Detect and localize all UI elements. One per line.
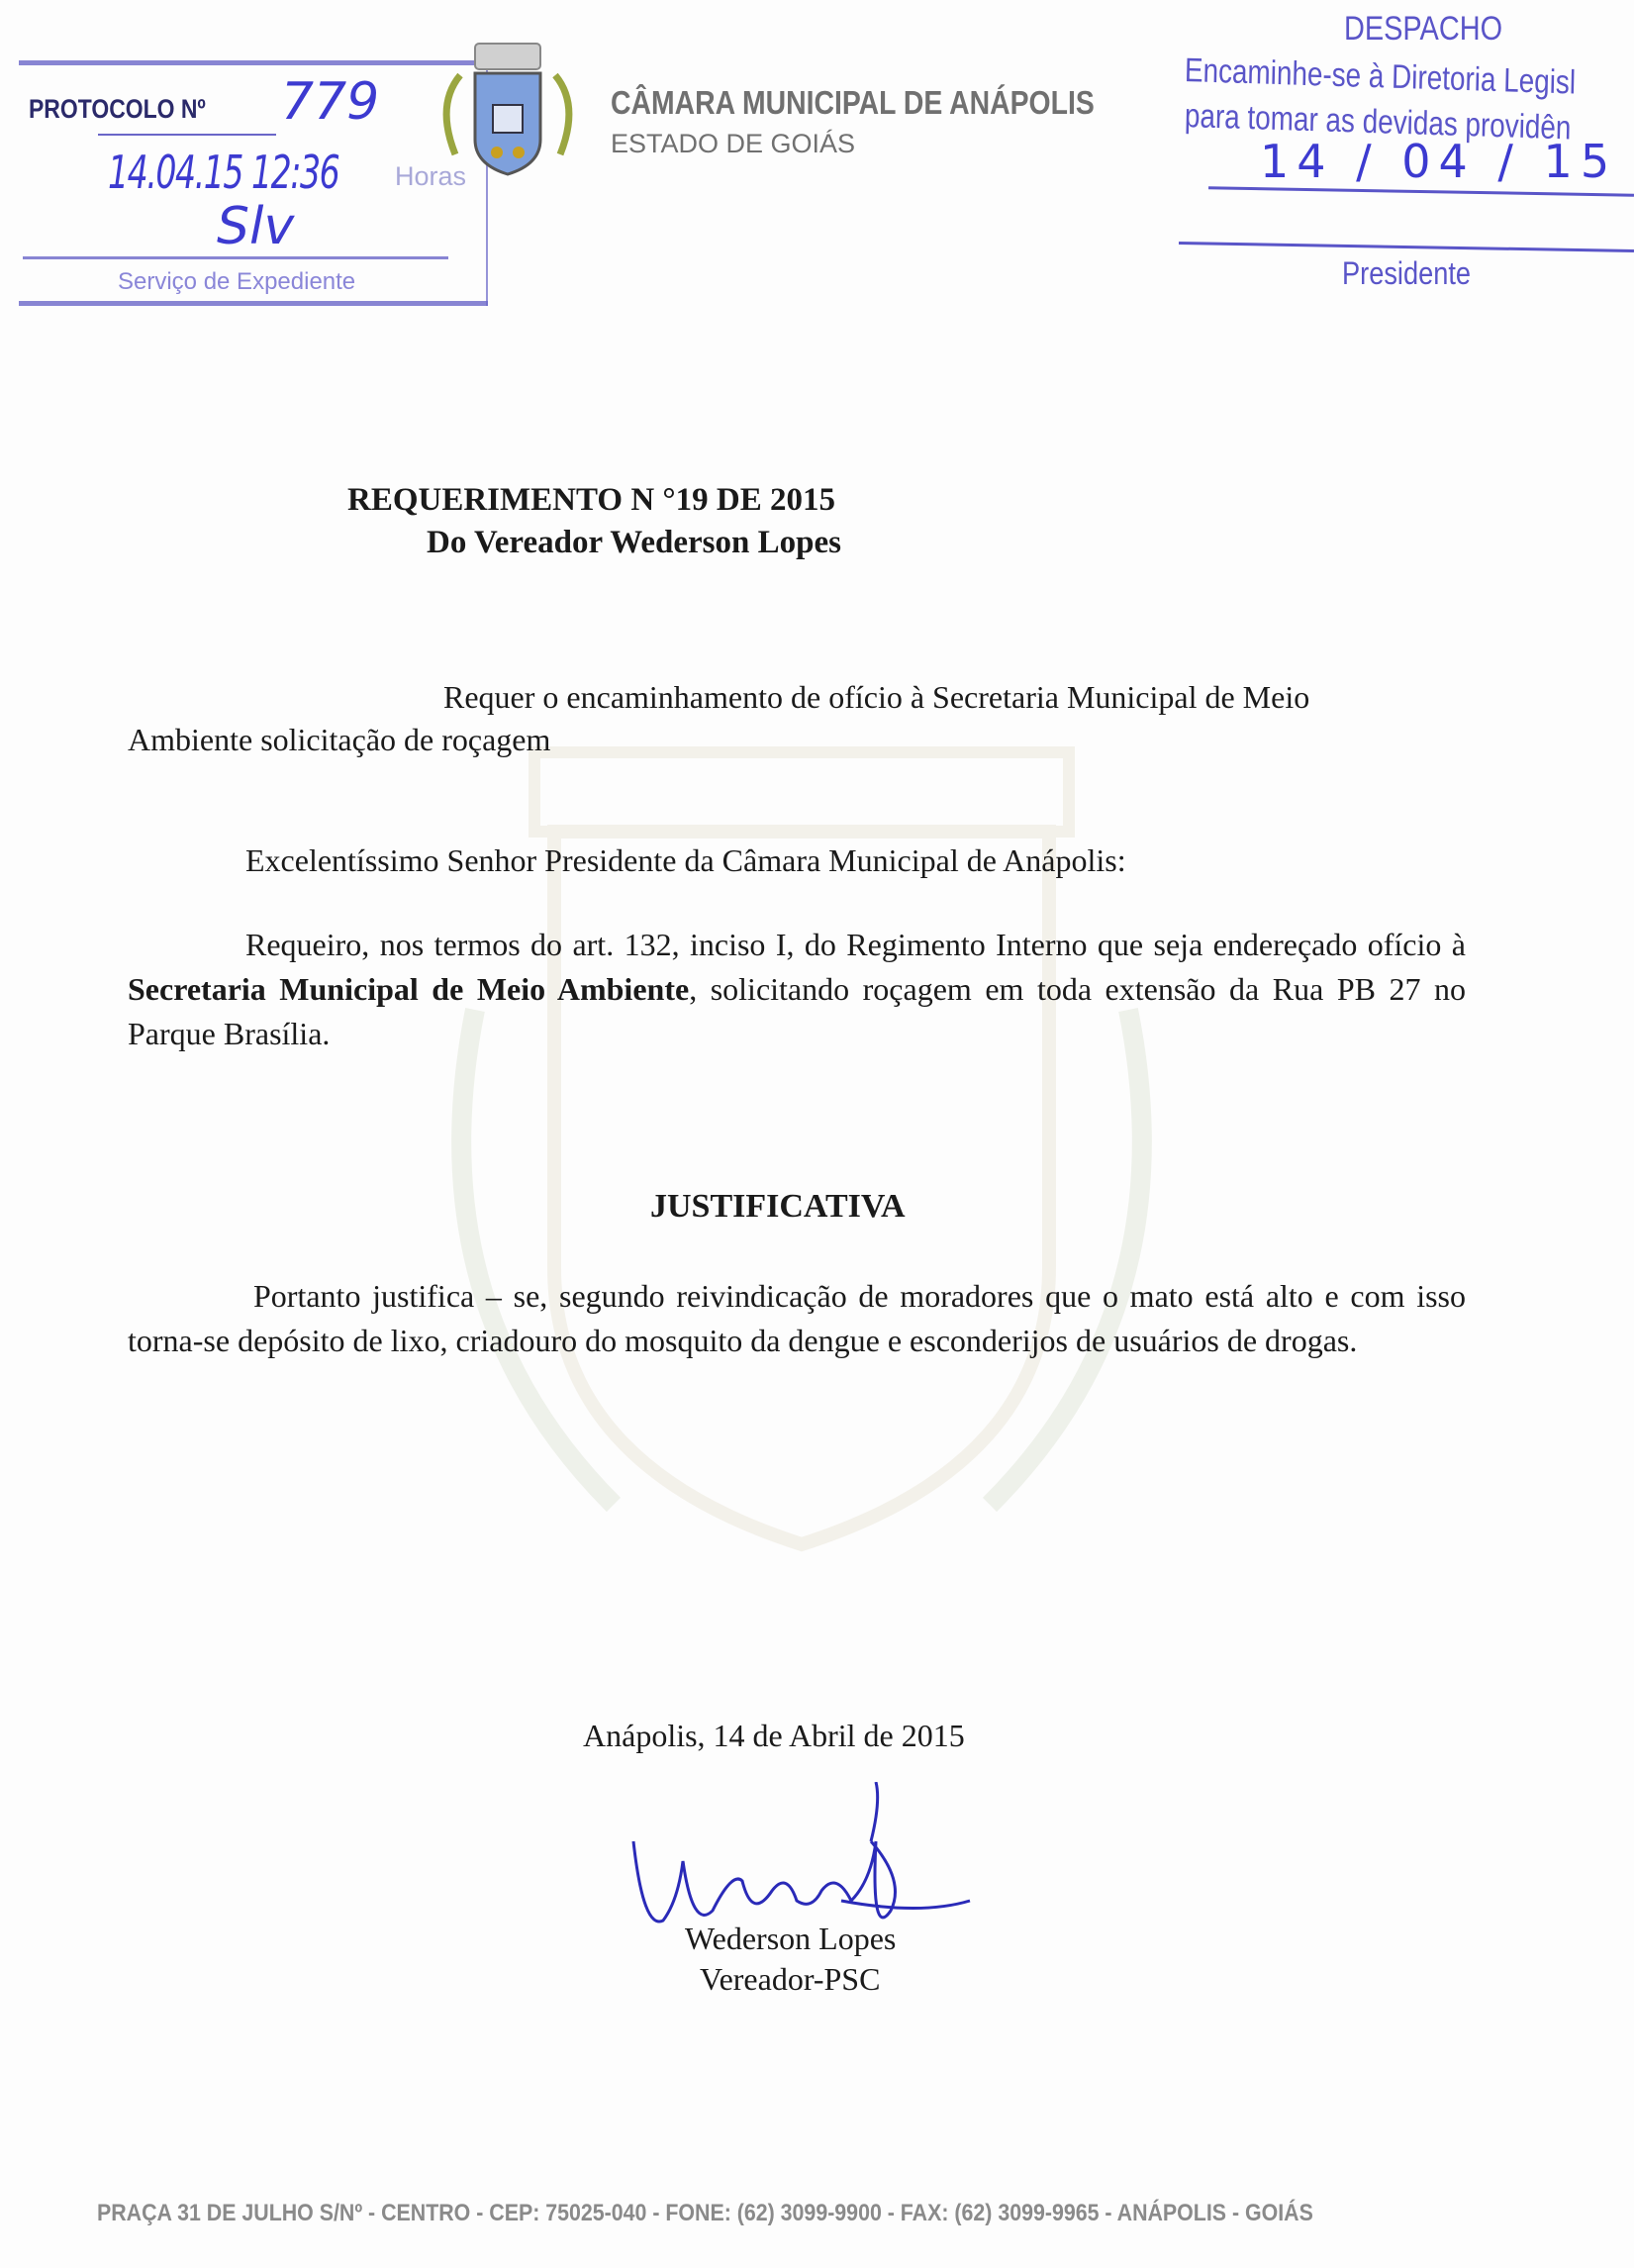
footer-address: PRAÇA 31 DE JULHO S/Nº - CENTRO - CEP: 75025-040 - FONE: (62) 3099-9900 - FAX: (62) 3099-9965 - ANÁPOLIS - GOIÁS: [97, 2200, 1313, 2226]
document-title: REQUERIMENTO N °19 DE 2015: [347, 482, 835, 518]
protocol-label: PROTOCOLO Nº: [29, 94, 206, 124]
request-text-pre: Requeiro, nos termos do art. 132, inciso I, do Regimento Interno que seja endereçado ofício à: [245, 927, 1466, 962]
request-paragraph: [128, 923, 1466, 1056]
place-date: Anápolis, 14 de Abril de 2015: [583, 1718, 965, 1753]
request-text-post: , solicitando roçagem em toda extensão da Rua PB 27 no Parque Brasília.: [128, 971, 1467, 1051]
summary-line-2: Ambiente solicitação de roçagem: [128, 722, 551, 757]
hours-label: Horas: [395, 161, 467, 191]
institution-name: CÂMARA MUNICIPAL DE ANÁPOLIS: [611, 84, 1095, 121]
despacho-stamp: [1171, 10, 1634, 297]
request-text-bold: Secretaria Municipal de Meio Ambiente: [128, 971, 690, 1007]
protocol-stamp: [19, 60, 488, 306]
justification-heading: JUSTIFICATIVA: [650, 1188, 906, 1225]
despacho-line2: para tomar as devidas providên: [1184, 97, 1572, 148]
signer-name: Wederson Lopes: [685, 1921, 897, 1956]
despacho-date: 14 / 04 / 15: [1260, 135, 1618, 188]
presidente-label: Presidente: [1342, 255, 1472, 291]
despacho-line1: Encaminhe-se à Diretoria Legisl: [1184, 51, 1577, 102]
coat-of-arms-icon: [435, 36, 580, 189]
signer-role: Vereador-PSC: [700, 1961, 881, 1997]
salutation: Excelentíssimo Senhor Presidente da Câmara Municipal de Anápolis:: [245, 842, 1126, 878]
justification-paragraph: Portanto justifica – se, segundo reivindicação de moradores que o mato está alto e com isso torna-se depósito de lixo, criadouro do mosquito da dengue e esconderijos de usuários de drogas.: [128, 1278, 1466, 1358]
protocol-initials: Slv: [217, 197, 295, 256]
protocol-number: 779: [281, 72, 380, 132]
state-name: ESTADO DE GOIÁS: [611, 129, 856, 158]
document-subtitle: Do Vereador Wederson Lopes: [427, 525, 841, 560]
protocol-datetime: 14.04.15 12:36: [108, 146, 339, 199]
despacho-title: DESPACHO: [1344, 10, 1503, 48]
protocol-footer: Serviço de Expediente: [118, 268, 356, 295]
summary-line-1: Requer o encaminhamento de ofício à Secretaria Municipal de Meio: [443, 679, 1310, 715]
